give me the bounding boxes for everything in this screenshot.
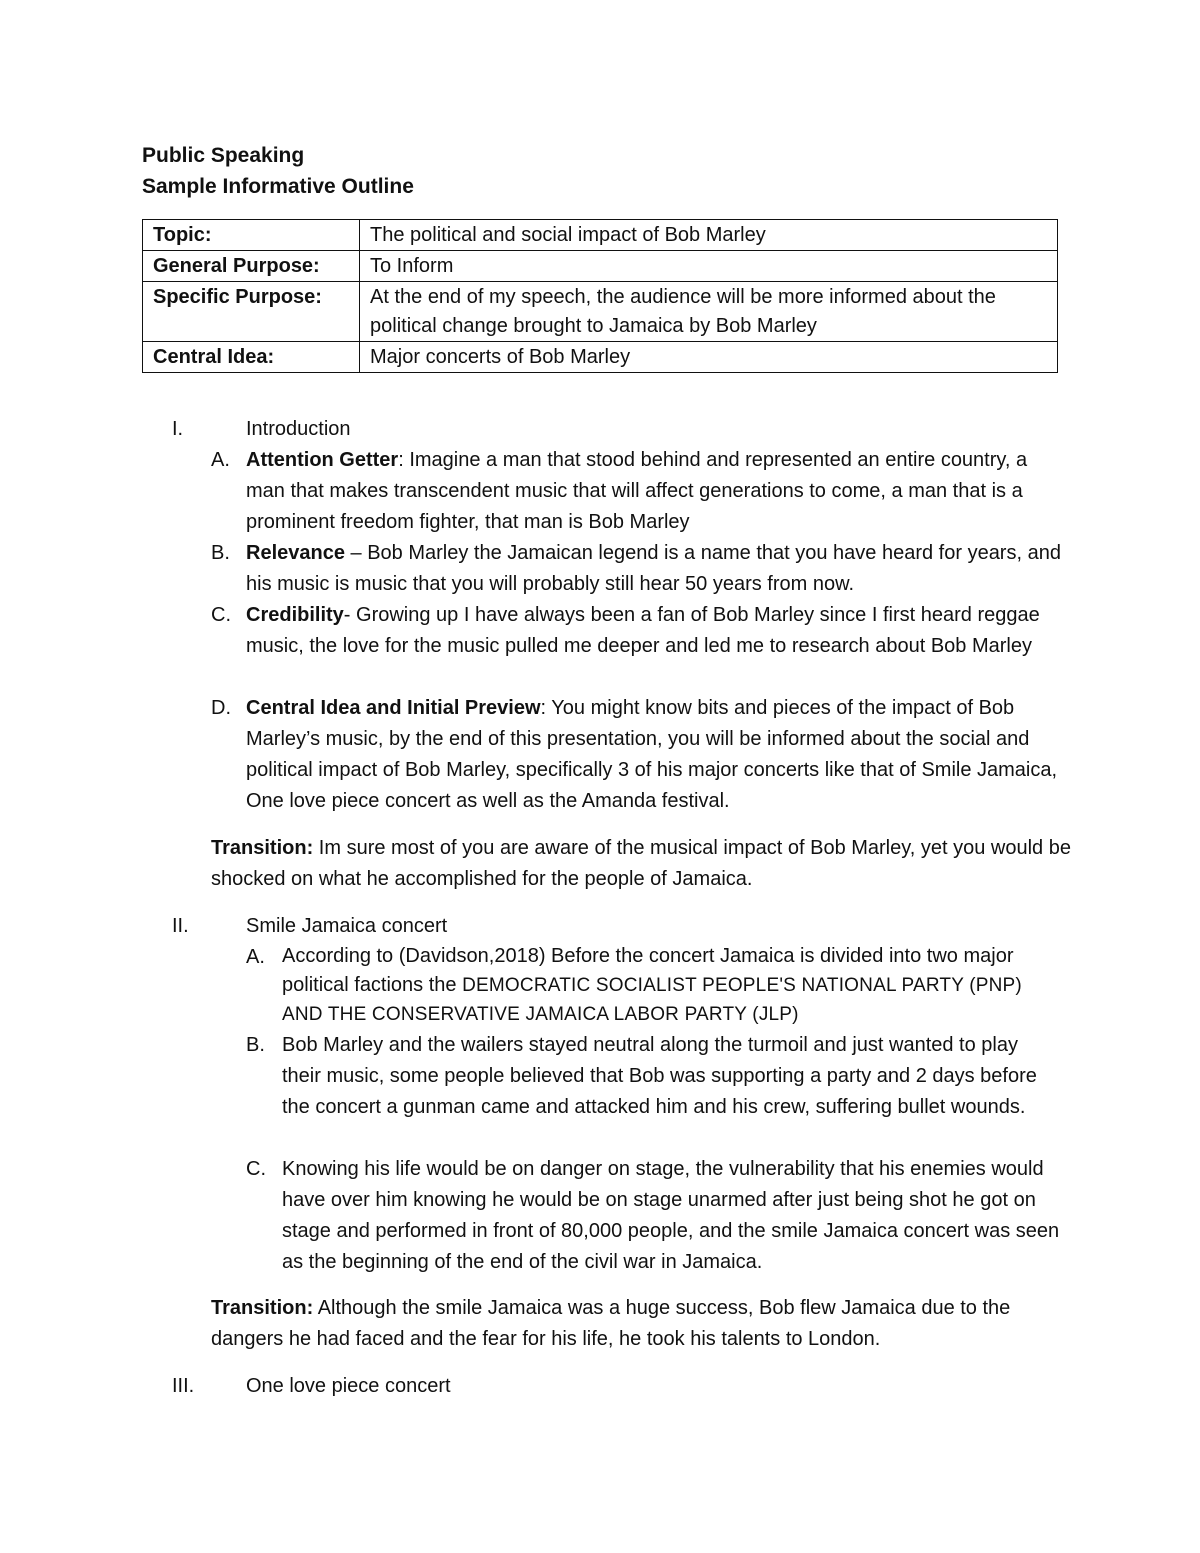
item-label: Attention Getter — [246, 449, 399, 471]
table-row — [143, 251, 1058, 282]
item-letter: A. — [211, 449, 230, 471]
item-text: Credibility- Growing up I have always been a fan of Bob Marley since I first heard reggae music, the love for the music pulled me deeper and led me to research about Bob Marley — [246, 604, 1040, 657]
item-label: Credibility — [246, 604, 344, 626]
row-value: The political and social impact of Bob Marley — [360, 220, 1058, 251]
transition-label: Transition: — [211, 1297, 314, 1319]
transition-text: Transition: Im sure most of you are aware of the musical impact of Bob Marley, yet you would be shocked on what he accomplished for the people of Jamaica. — [211, 837, 1071, 890]
row-label: General Purpose: — [143, 251, 360, 282]
outline-title: Sample Informative Outline — [142, 175, 414, 198]
row-label: Central Idea: — [143, 342, 360, 373]
section-title: Smile Jamaica concert — [246, 915, 448, 937]
item-text: Central Idea and Initial Preview: You might know bits and pieces of the impact of Bob Marley’s music, by the end of this presentation, you will be informed about the social and political impact of Bob Marley, specifically 3 of his major concerts like that of Smile Jamaica, One love piece concert as well as the Amanda festival. — [246, 697, 1058, 812]
item-letter: D. — [211, 697, 231, 719]
info-table — [142, 219, 1058, 373]
list-item — [211, 445, 1071, 538]
list-item — [246, 1030, 1066, 1154]
table-row — [143, 220, 1058, 251]
table-row — [143, 282, 1058, 342]
list-item — [211, 538, 1071, 600]
item-text: Attention Getter: Imagine a man that stood behind and represented an entire country, a man that makes transcendent music that will affect generations to come, a man that is a prominent freedom fighter, that man is Bob Marley — [246, 449, 1028, 533]
list-item — [211, 693, 1071, 817]
section-numeral: II. — [172, 915, 189, 937]
item-letter: C. — [246, 1158, 266, 1180]
item-letter: A. — [246, 946, 265, 968]
transition-label: Transition: — [211, 837, 314, 859]
course-title: Public Speaking — [142, 144, 305, 167]
item-letter: B. — [246, 1034, 265, 1056]
row-value: To Inform — [360, 251, 1058, 282]
item-letter: C. — [211, 604, 231, 626]
transition-text: Transition: Although the smile Jamaica was a huge success, Bob flew Jamaica due to the dangers he had faced and the fear for his life, he took his talents to London. — [211, 1297, 1011, 1350]
item-text: Relevance – Bob Marley the Jamaican legend is a name that you have heard for years, and his music is music that you will probably still hear 50 years from now. — [246, 542, 1061, 595]
list-item — [211, 600, 1071, 693]
row-label: Topic: — [143, 220, 360, 251]
row-label: Specific Purpose: — [143, 282, 360, 342]
item-label: Relevance — [246, 542, 345, 564]
list-item — [246, 942, 1066, 1031]
section-title: Introduction — [246, 418, 351, 440]
item-text: Bob Marley and the wailers stayed neutral along the turmoil and just wanted to play their music, some people believed that Bob was supporting a party and 2 days before the concert a gunman came and attacked him and his crew, suffering bullet wounds. — [282, 1034, 1037, 1118]
table-row — [143, 342, 1058, 373]
row-value: Major concerts of Bob Marley — [360, 342, 1058, 373]
list-item — [246, 1154, 1066, 1278]
item-label: Central Idea and Initial Preview — [246, 697, 541, 719]
item-text: According to (Davidson,2018) Before the concert Jamaica is divided into two major political factions the DEMOCRATIC SOCIALIST PEOPLE'S NATIONAL PARTY (PNP) AND THE CONSERVATIVE JAMAICA LABOR PARTY (JLP) — [282, 945, 1022, 1025]
row-value: At the end of my speech, the audience will be more informed about the political change brought to Jamaica by Bob Marley — [360, 282, 1058, 342]
item-text: Knowing his life would be on danger on stage, the vulnerability that his enemies would have over him knowing he would be on stage unarmed after just being shot he got on stage and performed in front of 80,000 people, and the smile Jamaica concert was seen as the beginning of the end of the civil war in Jamaica. — [282, 1158, 1060, 1273]
section-numeral: III. — [172, 1375, 195, 1397]
item-letter: B. — [211, 542, 230, 564]
section-numeral: I. — [172, 418, 184, 440]
section-title: One love piece concert — [246, 1375, 451, 1397]
